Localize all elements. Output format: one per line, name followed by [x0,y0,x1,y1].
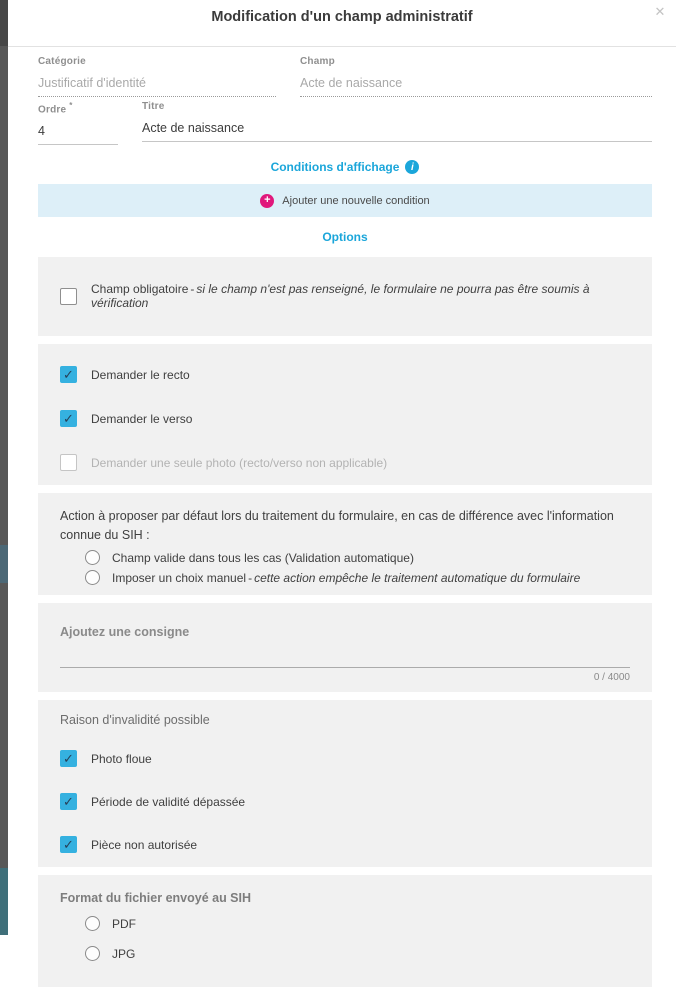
action-radio-row-validation-auto[interactable] [85,548,630,567]
panel-format-fichier [38,875,652,987]
ordre-label: Ordre * [38,101,73,116]
categorie-label: Catégorie [38,56,86,67]
format-radio-row-jpg[interactable] [85,944,630,963]
panel-champ-obligatoire [38,257,652,336]
photo-floue-checkbox[interactable] [60,750,77,767]
verso-label: Demander le verso [91,411,193,426]
format-label: Format du fichier envoyé au SIH [60,891,252,906]
field-row-1 [38,56,652,97]
format-radio-group [85,914,630,963]
field-row-2 [38,101,652,145]
consigne-label: Ajoutez une consigne [60,625,190,640]
photo-floue-label: Photo floue [91,751,152,766]
champ-obligatoire-checkbox-row[interactable] [60,282,630,310]
piece-non-autorisee-checkbox[interactable] [60,836,77,853]
raison-check-group [60,750,630,853]
categorie-input [38,67,276,97]
verso-checkbox-row[interactable] [60,410,630,427]
periode-validite-checkbox[interactable] [60,793,77,810]
close-icon[interactable]: ✕ [654,4,666,19]
options-heading: Options [322,230,368,245]
validation-auto-label: Champ valide dans tous les cas (Validation automatique) [112,550,414,565]
action-radio-group [85,548,630,587]
conditions-heading-text: Conditions d'affichage [270,160,400,175]
seule-photo-checkbox-row [60,454,630,471]
action-radio-row-choix-manuel[interactable] [85,568,630,587]
info-icon[interactable]: i [405,160,419,174]
jpg-label: JPG [112,946,136,961]
action-intro-text: Action à proposer par défaut lors du traitement du formulaire, en cas de différence avec l'information connue du SIH : [60,509,614,543]
titre-field [142,101,652,145]
titre-input[interactable] [142,112,652,142]
pdf-radio[interactable] [85,916,100,931]
recto-label: Demander le recto [91,367,190,382]
modal-content [8,56,676,987]
photo-floue-checkbox-row[interactable] [60,750,630,767]
background-segment [0,868,8,935]
choix-manuel-hint: cette action empêche le traitement automatique du formulaire [254,570,581,585]
panel-action-defaut [38,493,652,595]
categorie-field [38,56,276,97]
recto-checkbox-row[interactable] [60,366,630,383]
plus-icon: + [260,194,274,208]
required-mark: * [69,101,73,110]
choix-manuel-radio[interactable] [85,570,100,585]
pdf-label: PDF [112,916,136,931]
choix-manuel-label: Imposer un choix manuel - cette action empêche le traitement automatique du formulaire [112,570,581,585]
consigne-char-counter: 0 / 4000 [593,672,630,684]
jpg-radio[interactable] [85,946,100,961]
periode-validite-checkbox-row[interactable] [60,793,630,810]
seule-photo-checkbox [60,454,77,471]
champ-field [300,56,652,97]
seule-photo-label: Demander une seule photo (recto/verso non applicable) [91,455,388,470]
validation-auto-radio[interactable] [85,550,100,565]
ordre-field [38,101,118,145]
piece-non-autorisee-label: Pièce non autorisée [91,837,198,852]
periode-validite-label: Période de validité dépassée [91,794,246,809]
add-condition-button[interactable] [38,184,652,217]
ordre-input[interactable] [38,115,118,145]
panel-consigne [38,603,652,692]
champ-obligatoire-label: Champ obligatoire - si le champ n'est pas renseigné, le formulaire ne pourra pas être soumis à vérification [91,282,590,311]
verso-checkbox[interactable] [60,410,77,427]
conditions-heading [38,160,652,174]
edit-admin-field-modal [8,0,676,961]
panel-recto-verso [38,344,652,485]
background-segment [0,545,8,583]
add-condition-label: Ajouter une nouvelle condition [282,194,430,207]
modal-header [8,0,676,47]
piece-non-autorisee-checkbox-row[interactable] [60,836,630,853]
format-radio-row-pdf[interactable] [85,914,630,933]
background-segment [0,0,8,46]
titre-label: Titre [142,101,165,112]
field-grid [38,56,652,145]
modal-title: Modification d'un champ administratif [211,9,473,25]
champ-label: Champ [300,56,335,67]
background-page-strip [0,0,8,935]
panel-raison-invalidite [38,700,652,867]
champ-input [300,67,652,97]
consigne-input[interactable] [60,641,630,668]
champ-obligatoire-hint: si le champ n'est pas renseigné, le formulaire ne pourra pas être soumis à vérification [91,282,590,311]
champ-obligatoire-checkbox[interactable] [60,288,77,305]
recto-checkbox[interactable] [60,366,77,383]
raison-label: Raison d'invalidité possible [60,713,210,728]
